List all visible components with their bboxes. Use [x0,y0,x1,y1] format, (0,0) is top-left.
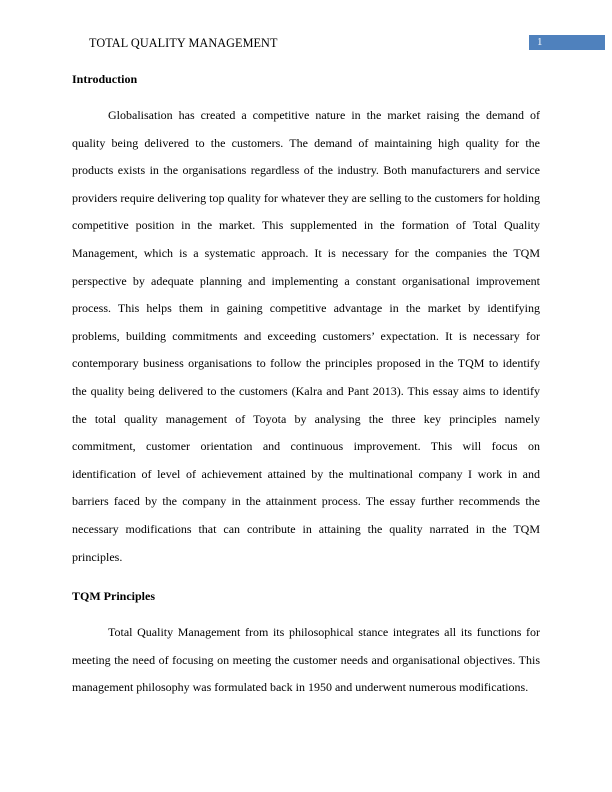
section-heading-tqm-principles: TQM Principles [72,589,155,603]
page-number-badge [529,35,605,50]
running-header-title: TOTAL QUALITY MANAGEMENT [89,36,278,50]
tqm-principles-paragraph: Total Quality Management from its philosophical stance integrates all its functions for meeting the need of focusing on meeting the customer needs and organisational objectives. This management philosophy was formulated back in 1950 and underwent numerous modifications. [72,625,540,695]
page-number: 1 [537,36,543,48]
section-heading-introduction: Introduction [72,72,138,86]
introduction-paragraph: Globalisation has created a competitive nature in the market raising the demand of quality being delivered to the customers. The demand of maintaining high quality for the products exists in the organisations regardless of the industry. Both manufacturers and service providers require delivering top quality for whatever they are selling to the customers for holding competitive position in the market. This supplemented in the formation of Total Quality Management, which is a systematic approach. It is necessary for the companies the TQM perspective by adequate planning and implementing a constant organisational improvement process. This helps them in gaining competitive advantage in the market by identifying problems, building commitments and exceeding customers’ expectation. It is necessary for contemporary business organisations to follow the principles proposed in the TQM to identify the quality being delivered to the customers (Kalra and Pant 2013). This essay aims to identify the total quality management of Toyota by analysing the three key principles namely commitment, customer orientation and continuous improvement. This will focus on identification of level of achievement attained by the multinational company I work in and barriers faced by the company in the attainment process. The essay further recommends the necessary modifications that can contribute in attaining the quality narrated in the TQM principles. [72,108,540,564]
